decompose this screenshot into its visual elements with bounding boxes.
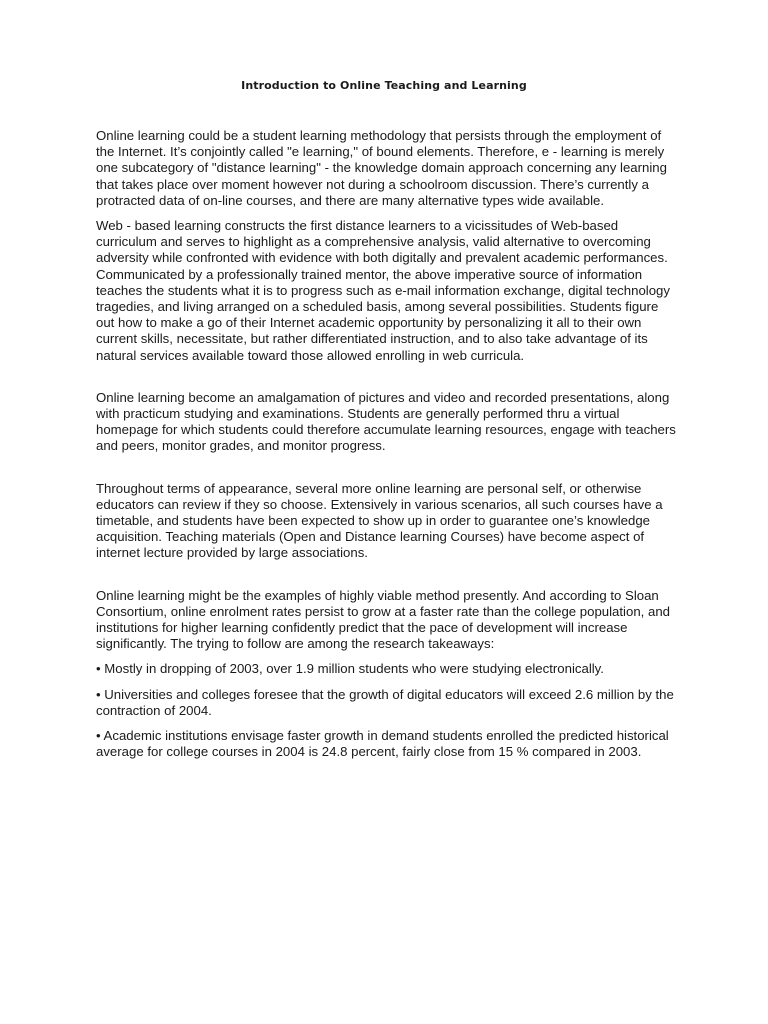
bullet-item: • Universities and colleges foresee that the growth of digital educators will exceed 2.6 million by the contraction of 2004.	[96, 686, 674, 718]
paragraph-sloan-consortium: Online learning might be the examples of highly viable method presently. And according to Sloan Consortium, online enrolment rates persist to grow at a faster rate than the college population, and institutions for higher learning confidently predict that the pace of development will increase significantly. The trying to follow are among the research takeaways:	[96, 587, 670, 652]
bullet-item: • Academic institutions envisage faster growth in demand students enrolled the predicted historical average for college courses in 2004 is 24.8 percent, fairly close from 15 % compared in 2003.	[96, 728, 669, 760]
paragraph-online-learning-definition: Online learning could be a student learning methodology that persists through the employment of the Internet. It’s conjointly called "e learning," of bound elements. Therefore, e - learning is merely one subcategory of "distance learning" - the knowledge domain approach concerning any learning that takes place over moment however not during a schoolroom discussion. There’s currently a protracted data of on-line courses, and there are many alternative types wide available.	[96, 128, 667, 208]
paragraph-online-learning-presentations: Online learning become an amalgamation of pictures and video and recorded presentations, along with practicum studying and examinations. Students are generally performed thru a virtual homepage for which students could therefore accumulate learning resources, engage with teachers and peers, monitor grades, and monitor progress.	[96, 389, 676, 454]
paragraph-appearance: Throughout terms of appearance, several more online learning are personal self, or otherwise educators can review if they so choose. Extensively in various scenarios, all such courses have a timetable, and students have been expected to show up in order to guarantee one’s knowledge acquisition. Teaching materials (Open and Distance learning Courses) have become aspect of internet lecture provided by large associations.	[96, 480, 663, 561]
document-body	[96, 128, 676, 761]
paragraph-web-based-learning: Web - based learning constructs the first distance learners to a vicissitudes of Web-based curriculum and serves to highlight as a comprehensive analysis, valid alternative to overcoming adversity while confronted with evidence with both digitally and prevalent academic performances. Communicated by a professionally trained mentor, the above imperative source of information teaches the students what it is to progress such as e-mail information exchange, digital technology tragedies, and living arranged on a scheduled basis, among several possibilities. Students figure out how to make a go of their Internet academic opportunity by personalizing it all to their own current skills, necessitate, but rather differentiated instruction, and to also take advantage of its natural services available toward those allowed enrolling in web curricula.	[96, 218, 670, 363]
bullet-item: • Mostly in dropping of 2003, over 1.9 million students who were studying electronically.	[96, 661, 604, 677]
document-title: Introduction to Online Teaching and Learning	[241, 79, 527, 92]
